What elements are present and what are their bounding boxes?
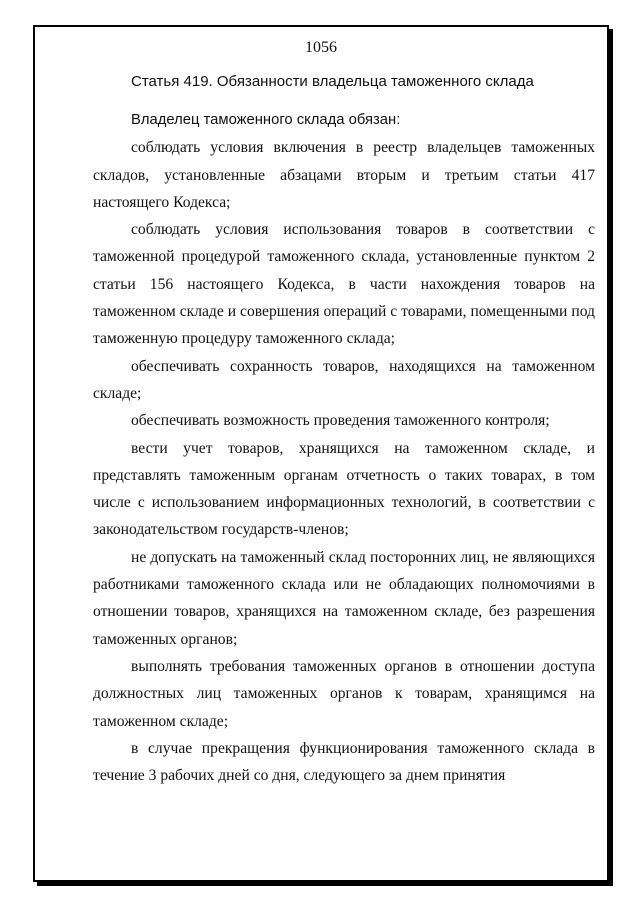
page-number: 1056 [305,39,337,56]
paragraph-goods-accounting: вести учет товаров, хранящихся на таможенном складе, и представлять таможенным органам отчетность о таких товарах, в том числе с использованием информационных технологий, в соответствии с законодательством государств-членов; [93,439,595,539]
page-frame [33,25,609,882]
paragraph-access-restriction: не допускать на таможенный склад посторонних лиц, не являющихся работниками таможенного склада или не обладающих полномочиями в отношении товаров, хранящихся на таможенном складе, без разрешения таможенных органов; [93,548,595,648]
article-body [93,107,595,789]
paragraph-termination: в случае прекращения функционирования таможенного склада в течение 3 рабочих дней со дня, следующего за днем принятия [93,739,595,785]
paragraph-goods-safety: обеспечивать сохранность товаров, находящихся на таможенном складе; [93,357,595,402]
article-intro: Владелец таможенного склада обязан: [131,112,401,128]
paragraph-usage-conditions: соблюдать условия использования товаров в соответствии с таможенной процедурой таможенного склада, установленные пунктом 2 статьи 156 настоящего Кодекса, в части нахождения товаров на таможенном складе и совершения операций с товарами, помещенными под таможенную процедуру таможенного склада; [93,221,595,348]
paragraph-registry-conditions: соблюдать условия включения в реестр владельцев таможенных складов, установленные абзацами вторым и третьим статьи 417 настоящего Кодекса; [93,139,595,211]
paragraph-customs-control: обеспечивать возможность проведения таможенного контроля; [131,412,550,430]
paragraph-officials-access: выполнять требования таможенных органов в отношении доступа должностных лиц таможенных органов к товарам, хранящимся на таможенном складе; [93,657,595,730]
article-title: Статья 419. Обязанности владельца таможенного склада [131,73,534,90]
